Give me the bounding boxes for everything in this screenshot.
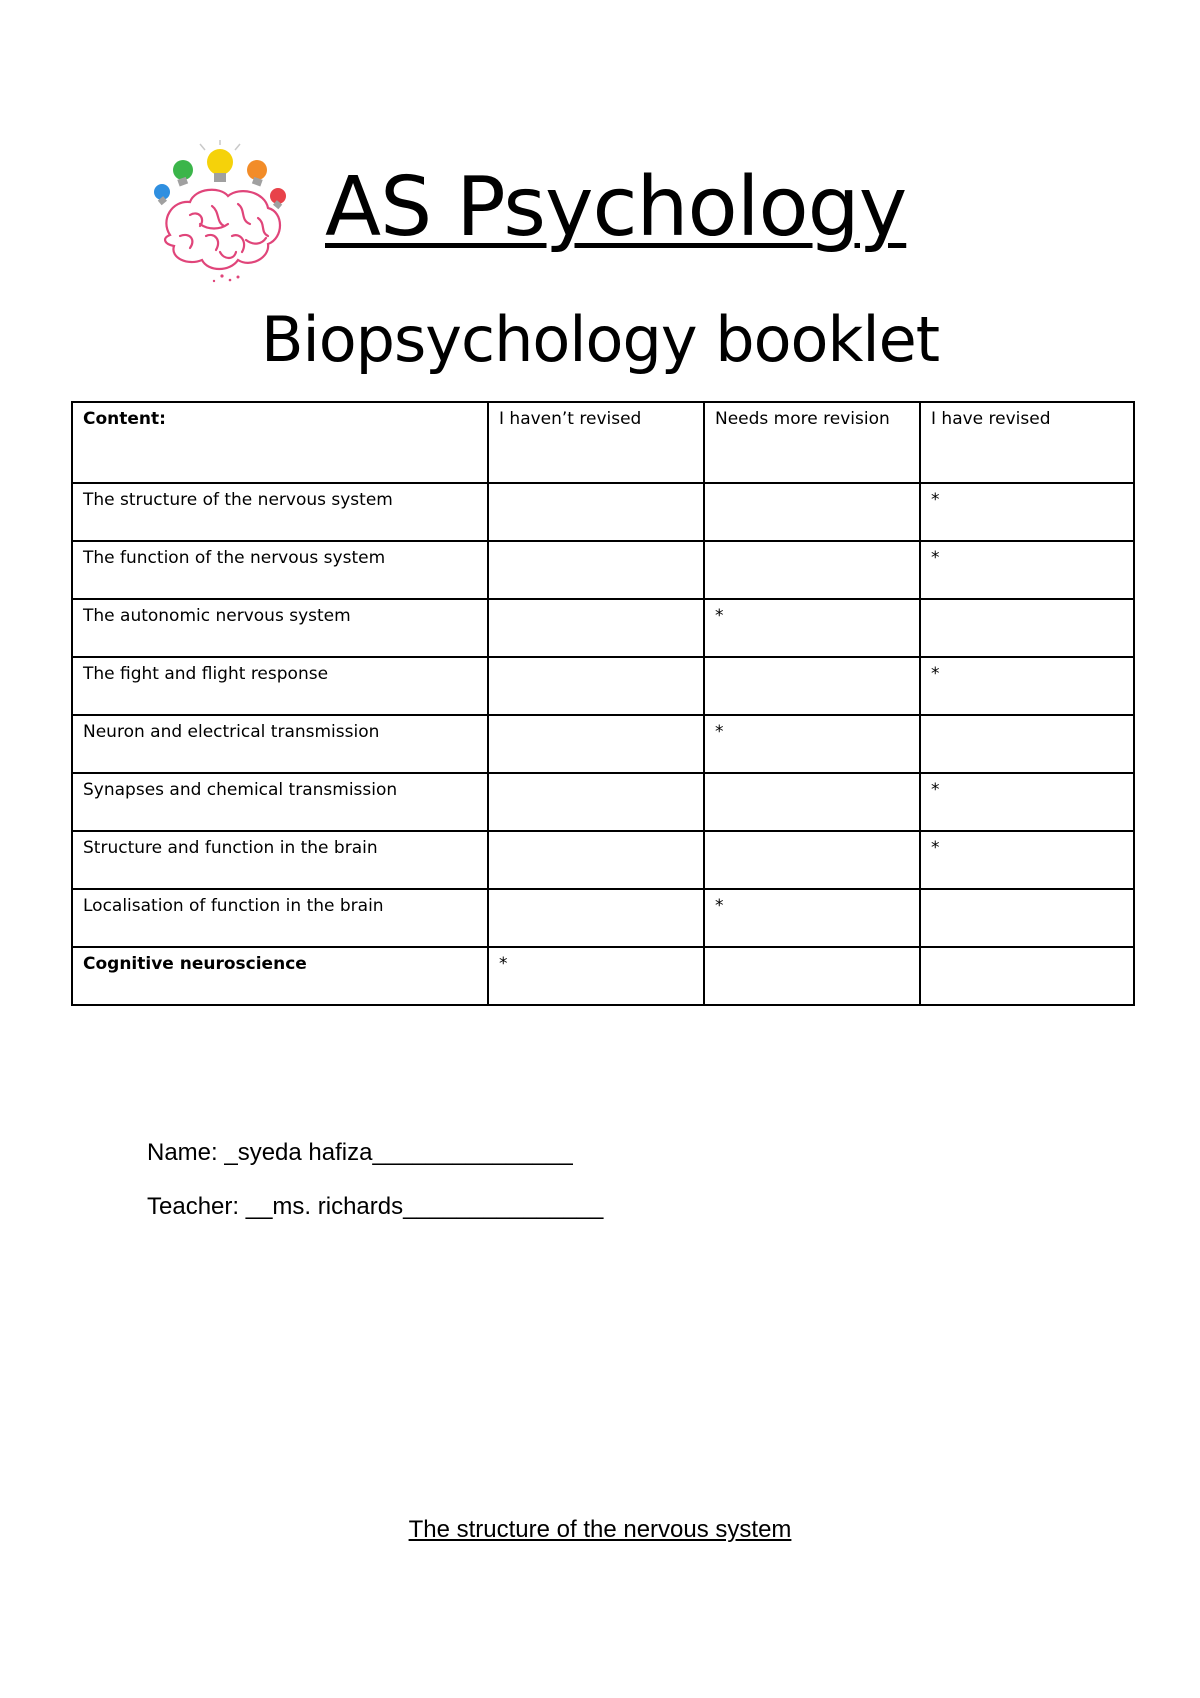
mark-cell[interactable]: * [920,541,1134,599]
topic-cell: The function of the nervous system [72,541,488,599]
mark-cell[interactable] [704,541,920,599]
mark-cell[interactable]: * [704,599,920,657]
lightbulb-yellow-icon [207,149,233,182]
table-row [72,483,1134,541]
mark-cell[interactable] [704,483,920,541]
table-row [72,889,1134,947]
section-heading: The structure of the nervous system [408,1516,792,1543]
mark-cell[interactable] [920,715,1134,773]
page-title: AS Psychology [325,160,907,255]
topic-cell: The fight and flight response [72,657,488,715]
brain-lightbulbs-icon [150,140,310,290]
topic-cell: Synapses and chemical transmission [72,773,488,831]
brain-icon [165,190,280,269]
topic-cell: Neuron and electrical transmission [72,715,488,773]
mark-cell[interactable] [920,889,1134,947]
table-row [72,947,1134,1005]
page-subtitle: Biopsychology booklet [260,303,940,376]
lightbulb-red-icon [270,188,286,209]
lightbulb-blue-icon [154,184,170,205]
mark-cell[interactable] [488,541,704,599]
teacher-name-line[interactable]: Teacher: __ms. richards_______________ [147,1193,604,1220]
topic-cell: The autonomic nervous system [72,599,488,657]
column-header-needs-revision: Needs more revision [704,402,920,483]
topic-cell: Structure and function in the brain [72,831,488,889]
table-row [72,599,1134,657]
topic-cell: Cognitive neuroscience [72,947,488,1005]
mark-cell[interactable]: * [920,773,1134,831]
lightbulb-orange-icon [247,160,267,186]
table-row [72,831,1134,889]
mark-cell[interactable]: * [920,831,1134,889]
table-row [72,715,1134,773]
mark-cell[interactable] [704,831,920,889]
mark-cell[interactable] [488,773,704,831]
mark-cell[interactable]: * [920,483,1134,541]
mark-cell[interactable] [488,599,704,657]
mark-cell[interactable] [488,483,704,541]
column-header-content: Content: [72,402,488,483]
mark-cell[interactable]: * [920,657,1134,715]
table-row [72,773,1134,831]
student-name-line[interactable]: Name: _syeda hafiza_______________ [147,1139,573,1166]
mark-cell[interactable] [488,715,704,773]
revision-checklist-table [71,401,1135,1006]
column-header-not-revised: I haven’t revised [488,402,704,483]
mark-cell[interactable]: * [488,947,704,1005]
brain-lightbulbs-logo [150,140,310,290]
mark-cell[interactable]: * [704,889,920,947]
mark-cell[interactable] [920,599,1134,657]
mark-cell[interactable] [704,773,920,831]
mark-cell[interactable] [704,947,920,1005]
topic-cell: The structure of the nervous system [72,483,488,541]
table-header-row [72,402,1134,483]
table-row [72,657,1134,715]
mark-cell[interactable] [488,657,704,715]
mark-cell[interactable] [920,947,1134,1005]
lightbulb-green-icon [173,160,193,186]
table-row [72,541,1134,599]
mark-cell[interactable] [488,831,704,889]
column-header-revised: I have revised [920,402,1134,483]
mark-cell[interactable]: * [704,715,920,773]
topic-cell: Localisation of function in the brain [72,889,488,947]
mark-cell[interactable] [704,657,920,715]
mark-cell[interactable] [488,889,704,947]
